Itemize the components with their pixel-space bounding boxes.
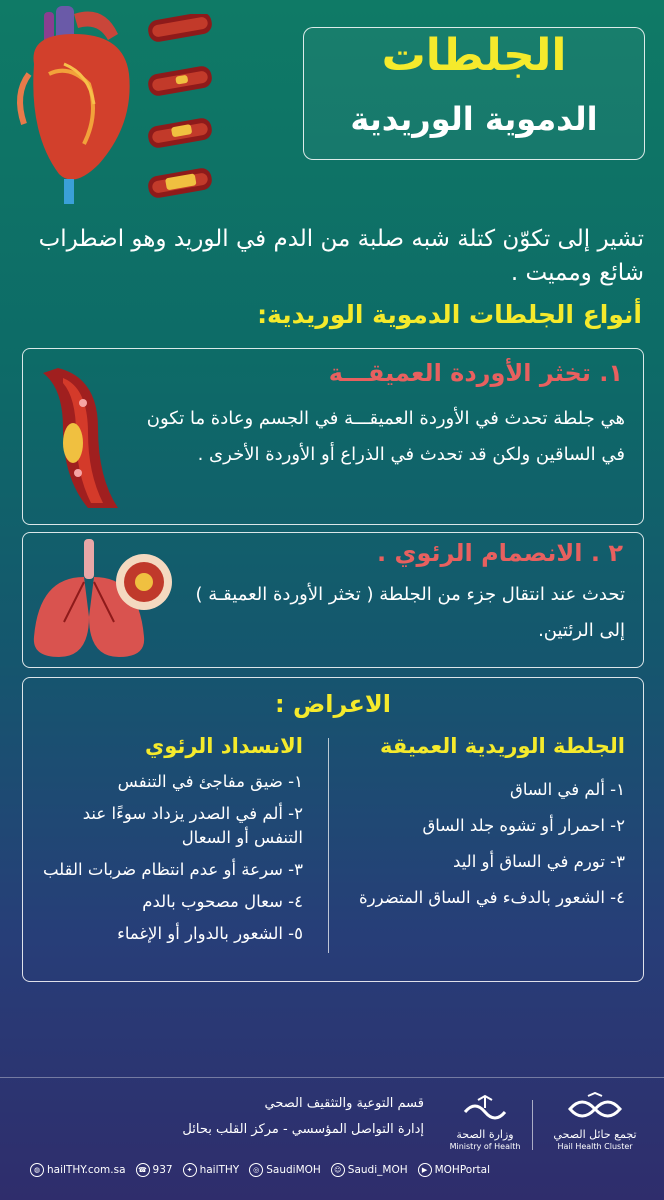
pe-symptoms-list (33, 770, 303, 954)
title-sub: الدموية الوريدية (350, 100, 598, 138)
twitter-icon: ✦ (183, 1163, 197, 1177)
social-links (30, 1160, 490, 1180)
moh-en: Ministry of Health (449, 1142, 521, 1151)
palm-icon (440, 1092, 530, 1126)
list-item: ٤- الشعور بالدفء في الساق المتضررة (359, 888, 625, 907)
phone-icon: ☎ (136, 1163, 150, 1177)
social-snapchat[interactable]: ☺ Saudi_MOH (331, 1163, 408, 1177)
title-main: الجلطات (381, 30, 567, 81)
list-item: ١- ألم في الساق (510, 780, 625, 799)
pe-body: تحدث عند انتقال جزء من الجلطة ( تخثر الأوردة العميقـة ) إلى الرئتين. (195, 584, 625, 641)
symptoms-card (22, 677, 644, 982)
hail-cluster-en: Hail Health Cluster (557, 1142, 633, 1151)
youtube-icon: ▶ (418, 1163, 432, 1177)
social-instagram[interactable]: ◎ SaudiMOH (249, 1163, 321, 1177)
dvt-heading: ١. تخثر الأوردة العميقـــة (328, 359, 623, 387)
dvt-symptoms-title: الجلطة الوريدية العميقة (379, 734, 625, 758)
globe-icon: ◍ (30, 1163, 44, 1177)
dvt-symptoms-list (355, 778, 625, 922)
vessel-illustrations (146, 14, 296, 204)
list-item: ٢- ألم في الصدر يزداد سوءًا عند التنفس أو السعال (82, 804, 303, 847)
list-item: ٣- تورم في الساق أو اليد (453, 852, 625, 871)
title-card (303, 27, 645, 160)
list-item: ١- ضيق مفاجئ في التنفس (117, 772, 303, 791)
list-item: ٣- سرعة أو عدم انتظام ضربات القلب (42, 860, 303, 879)
moh-ar: وزارة الصحة (456, 1128, 514, 1141)
social-phone[interactable]: ☎ 937 (136, 1163, 173, 1177)
types-heading: أنواع الجلطات الدموية الوريدية: (257, 300, 642, 329)
list-item: ٥- الشعور بالدوار أو الإغماء (117, 924, 303, 943)
hail-cluster-logo (540, 1092, 650, 1152)
dvt-body: هي جلطة تحدث في الأوردة العميقـــة في الجسم وعادة ما تكون في الساقين ولكن قد تحدث في الذراع أو الأوردة الأخرى . (146, 408, 625, 465)
administration-name: إدارة التواصل المؤسسي - مركز القلب بحائل (182, 1122, 424, 1137)
lungs-illustration (29, 537, 179, 663)
infinity-icon (540, 1092, 650, 1126)
pe-card (22, 532, 644, 668)
social-twitter[interactable]: ✦ hailTHY (183, 1163, 240, 1177)
hail-cluster-ar: تجمع حائل الصحي (553, 1128, 637, 1141)
column-divider (328, 738, 329, 953)
social-website[interactable]: ◍ hailTHY.com.sa (30, 1163, 126, 1177)
department-name: قسم التوعية والتثقيف الصحي (264, 1096, 424, 1111)
vein-clot-illustration (33, 363, 133, 513)
pe-heading: ٢ . الانصمام الرئوي . (377, 539, 623, 567)
list-item: ٢- احمرار أو تشوه جلد الساق (422, 816, 625, 835)
intro-text: تشير إلى تكوّن كتلة شبه صلبة من الدم في الوريد وهو اضطراب شائع ومميت . (38, 226, 644, 286)
dvt-card (22, 348, 644, 525)
snapchat-icon: ☺ (331, 1163, 345, 1177)
instagram-icon: ◎ (249, 1163, 263, 1177)
symptoms-heading: الاعراض : (275, 690, 391, 718)
list-item: ٤- سعال مصحوب بالدم (142, 892, 303, 911)
moh-logo (440, 1092, 530, 1152)
social-youtube[interactable]: ▶ MOHPortal (418, 1163, 490, 1177)
heart-illustration (4, 4, 144, 209)
pe-symptoms-title: الانسداد الرئوي (145, 734, 303, 758)
footer-divider (0, 1077, 664, 1078)
logo-separator (532, 1100, 533, 1150)
